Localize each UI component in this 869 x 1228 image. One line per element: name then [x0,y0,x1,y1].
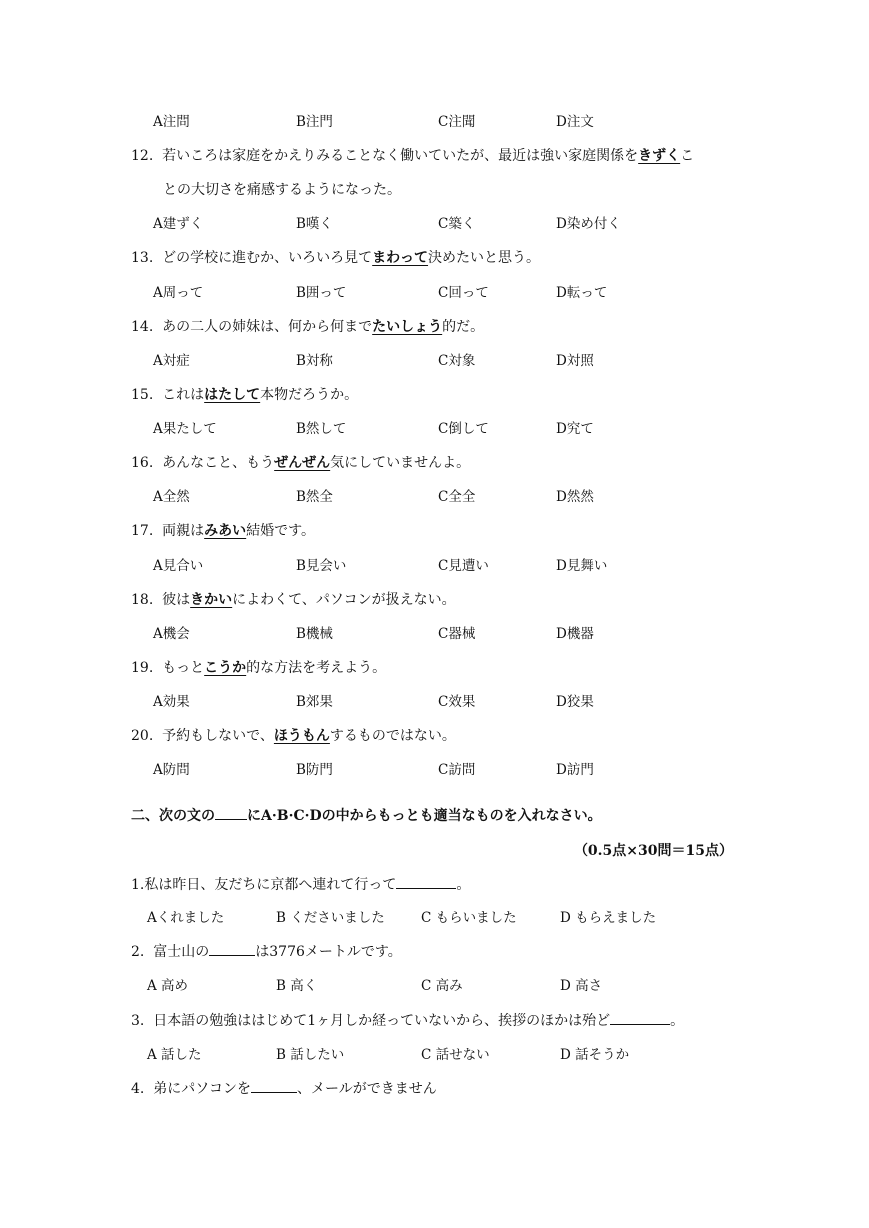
section-2-score: （0.5点×30問＝15点） [573,843,733,859]
option-a: A防問 [153,762,190,778]
q16-options [0,486,869,508]
q12-options [0,213,869,235]
q14-question: 14. あの二人の姉妹は、何から何までたいしょう的だ。 [131,319,485,335]
option-b: B注門 [296,114,333,130]
q20-options [0,759,869,781]
option-c: C器械 [438,626,476,642]
option-a: A建ずく [153,216,204,232]
option-d: D もらえました [560,910,657,926]
q15-options [0,418,869,440]
option-a: A全然 [153,489,190,505]
target-word: まわって [372,250,429,266]
option-b: B くださいました [276,910,385,926]
option-d: D狡果 [556,694,594,710]
s2-q3-question: 3. 日本語の勉強ははじめて1ヶ月しか経っていないから、挨拶のほかは殆ど 。 [0,1010,869,1032]
question-number: 17. [131,523,154,539]
answer-blank [396,874,456,889]
target-word: はたして [204,387,261,403]
q14-options [0,350,869,372]
target-word: ぜんぜん [274,455,331,471]
option-d: D究て [556,421,594,437]
option-a: A対症 [153,353,190,369]
question-number: 2. [131,944,145,960]
option-d: D機器 [556,626,594,642]
question-number: 14. [131,319,154,335]
option-b: B然して [296,421,347,437]
option-a: Aくれました [147,910,225,926]
option-d: D 話そうか [560,1047,630,1063]
option-c: C回って [438,285,489,301]
question-number: 13. [131,250,154,266]
option-d: D注文 [556,114,594,130]
option-d: D訪門 [556,762,594,778]
answer-blank [251,1078,297,1093]
option-d: D転って [556,285,608,301]
option-c: C もらいました [421,910,517,926]
q11-options [0,111,869,133]
option-b: B囲って [296,285,347,301]
q19-question: 19. もっとこうか的な方法を考えよう。 [131,660,387,676]
s2-q1-question: 1.私は昨日、友だちに京都へ連れて行って 。 [0,874,869,896]
question-number: 18. [131,592,154,608]
target-word: たいしょう [372,319,443,335]
option-a: A注問 [153,114,190,130]
q16-question: 16. あんなこと、もうぜんぜん気にしていませんよ。 [131,455,471,471]
option-c: C全全 [438,489,476,505]
option-b: B郊果 [296,694,333,710]
option-c: C見遭い [438,558,489,574]
s2-q4-question: 4. 弟にパソコンを 、メールができません [0,1078,869,1100]
option-d: D見舞い [556,558,608,574]
option-c: C 話せない [421,1047,490,1063]
question-number: 16. [131,455,154,471]
option-b: B嘆く [296,216,333,232]
target-word: ほうもん [273,728,330,744]
q17-options [0,555,869,577]
question-number: 4. [131,1081,145,1097]
option-c: C效果 [438,694,476,710]
q12-question: 12. 若いころは家庭をかえりみることなく働いていたが、最近は強い家庭関係をきずくこ [131,148,695,164]
option-d: D然然 [556,489,594,505]
option-c: C訪問 [438,762,476,778]
option-c: C築く [438,216,476,232]
q13-options [0,282,869,304]
q13-question: 13. どの学校に進むか、いろいろ見てまわって決めたいと思う。 [131,250,541,266]
s2-q1-options [0,907,869,929]
s2-q2-question: 2. 富士山の は3776メートルです。 [0,941,869,963]
option-b: B機械 [296,626,333,642]
option-b: B 高く [276,978,318,994]
option-c: C 高み [421,978,463,994]
option-c: C注聞 [438,114,476,130]
answer-blank [209,941,255,956]
question-number: 15. [131,387,154,403]
option-b: B然全 [296,489,333,505]
answer-blank [610,1010,670,1025]
option-b: B見会い [296,558,347,574]
option-a: A見合い [153,558,204,574]
section-2-heading: 二、次の文の にA·B·C·Dの中からもっとも適当なものを入れなさい。 [0,805,869,827]
option-a: A効果 [153,694,190,710]
option-d: D染め付く [556,216,621,232]
q18-options [0,623,869,645]
q19-options [0,691,869,713]
s2-q2-options [0,975,869,997]
option-a: A果たして [153,421,217,437]
target-word: きかい [190,592,233,608]
option-a: A 話した [147,1047,202,1063]
option-d: D 高さ [560,978,603,994]
q20-question: 20. 予約もしないで、ほうもんするものではない。 [131,728,456,744]
question-number: 12. [131,148,154,164]
option-c: C対象 [438,353,476,369]
option-b: B対称 [296,353,333,369]
q15-question: 15. これははたして本物だろうか。 [131,387,359,403]
q12-question-cont: との大切さを痛感するようになった。 [163,182,401,198]
option-d: D対照 [556,353,594,369]
q17-question: 17. 両親はみあい結婚です。 [131,523,316,539]
blank [215,805,247,820]
option-c: C倒して [438,421,489,437]
option-b: B 話したい [276,1047,345,1063]
question-number: 3. [131,1013,145,1029]
option-a: A 高め [147,978,189,994]
target-word: こうか [204,660,247,676]
option-a: A周って [153,285,204,301]
question-number: 19. [131,660,154,676]
q18-question: 18. 彼はきかいによわくて、パソコンが扱えない。 [131,592,456,608]
option-a: A機会 [153,626,190,642]
question-number: 20. [131,728,154,744]
s2-q3-options [0,1044,869,1066]
option-b: B防門 [296,762,333,778]
target-word: みあい [204,523,247,539]
target-word: きずく [638,148,681,164]
